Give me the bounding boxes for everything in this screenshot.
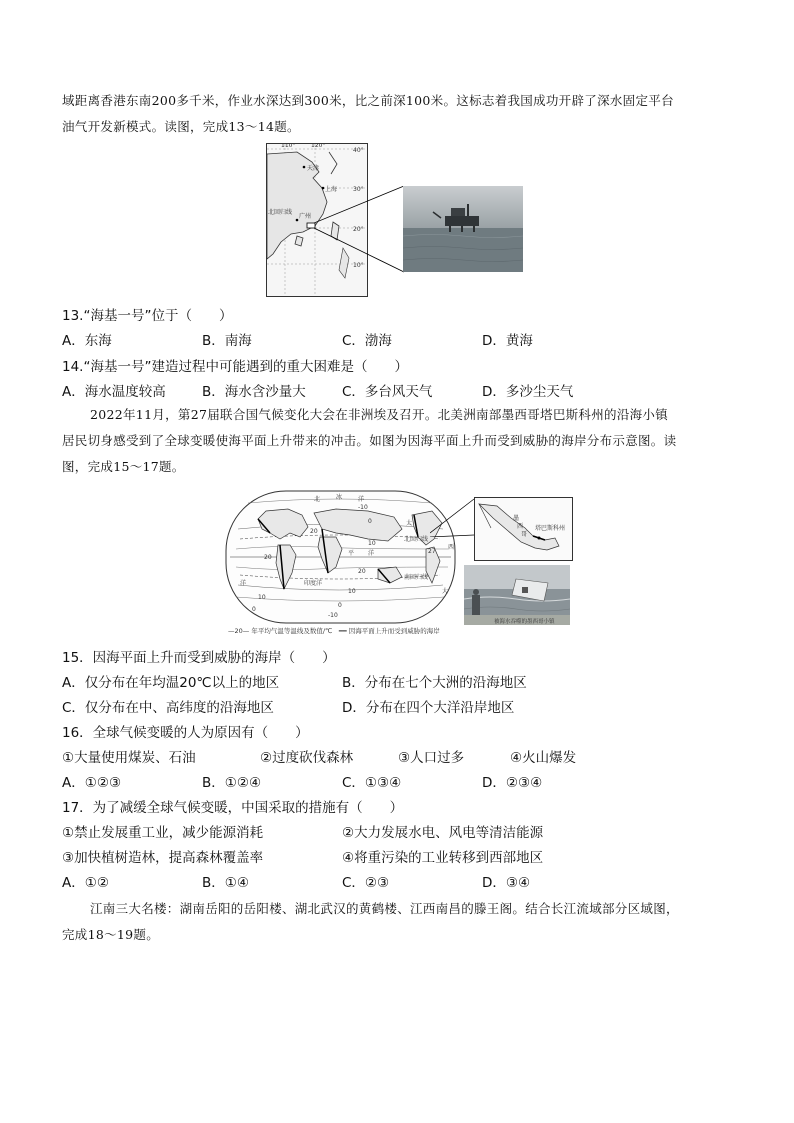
question-17-items-row-2 — [62, 848, 742, 868]
question-17-items-row-1 — [62, 823, 742, 843]
inset-label-tabasco: 塔巴斯科州 — [535, 525, 566, 532]
lat-20-label: 20° — [353, 226, 364, 233]
intro-1-line-1: 域距离香港东南200多千米，作业水深达到300米，比之前深100米。这标志着我国成功开辟了深水固定平台 — [62, 93, 674, 108]
q15-option-d[interactable]: D．分布在四个大洋沿岸地区 — [342, 700, 515, 716]
question-14-options — [62, 382, 742, 402]
zoom-connector — [314, 186, 406, 276]
inset-label-xi: 西 — [517, 523, 524, 530]
tropic-capricorn-label: 南回归线 — [404, 574, 429, 581]
q13-option-d[interactable]: D．黄海 — [482, 333, 533, 349]
tropic-cancer-label: 北回归线 — [404, 536, 429, 543]
intro-paragraph-1 — [62, 88, 742, 140]
flooded-town-photo — [464, 565, 570, 625]
intro-paragraph-3 — [62, 896, 742, 948]
q13-option-c[interactable]: C．渤海 — [342, 333, 392, 349]
isotherm-10-b: 10 — [348, 588, 356, 595]
isotherm-20-a: 20 — [310, 528, 318, 535]
q16-item-3: ③人口过多 — [398, 750, 465, 766]
q15-option-a[interactable]: A．仅分布在年均温20℃以上的地区 — [62, 675, 280, 691]
q16-option-a[interactable]: A．①②③ — [62, 775, 122, 791]
intro-2-line-2: 居民切身感受到了全球变暖使海平面上升带来的冲击。如图为因海平面上升而受到威胁的海岸分布示意图。读 — [62, 433, 677, 448]
q17-item-2: ②大力发展水电、风电等清洁能源 — [342, 825, 544, 841]
guangzhou-label: 广州 — [299, 213, 312, 220]
isotherm-20-c: 20 — [264, 554, 272, 561]
isotherm-0-a: 0 — [368, 518, 372, 525]
q17-option-a[interactable]: A．①② — [62, 875, 109, 891]
q14-option-a[interactable]: A．海水温度较高 — [62, 384, 166, 400]
intro-3-line-2: 完成18～19题。 — [62, 927, 160, 942]
lon-110-label: 110° — [281, 144, 296, 149]
intro-2-line-3: 图，完成15～17题。 — [62, 459, 185, 474]
mexico-inset-map — [474, 497, 573, 561]
isotherm-minus10-b: -10 — [328, 612, 338, 619]
isotherm-0-c: 0 — [252, 606, 256, 613]
isotherm-0-b: 0 — [338, 602, 342, 609]
intro-1-line-2: 油气开发新模式。读图，完成13～14题。 — [62, 119, 300, 134]
q14-option-c[interactable]: C．多台风天气 — [342, 384, 433, 400]
q17-option-c[interactable]: C．②③ — [342, 875, 390, 891]
q16-option-d[interactable]: D．②③④ — [482, 775, 543, 791]
intro-2-line-1: 2022年11月，第27届联合国气候变化大会在非洲埃及召开。北美洲南部墨西哥塔巴斯科州的沿海小镇 — [90, 407, 669, 422]
question-15-options-row-2 — [62, 698, 742, 718]
ocean-label-yang-3: 洋 — [240, 580, 247, 587]
world-map-figure — [218, 489, 463, 625]
q17-option-d[interactable]: D．③④ — [482, 875, 531, 891]
world-map — [218, 489, 463, 625]
q13-option-b[interactable]: B．南海 — [202, 333, 252, 349]
question-17-options — [62, 873, 742, 893]
question-14-stem: 14.“海基一号”建造过程中可能遇到的重大困难是（ ） — [62, 359, 408, 375]
lon-120-label: 120° — [311, 144, 326, 149]
q16-item-1: ①大量使用煤炭、石油 — [62, 750, 196, 766]
question-17-stem: 17．为了减缓全球气候变暖，中国采取的措施有（ ） — [62, 800, 404, 816]
inset-label-mo: 墨 — [513, 515, 520, 522]
oil-platform-photo — [403, 186, 523, 272]
question-13-stem: 13.“海基一号”位于（ ） — [62, 308, 233, 324]
lat-30-label: 30° — [353, 186, 364, 193]
intro-3-line-1: 江南三大名楼：湖南岳阳的岳阳楼、湖北武汉的黄鹤楼、江西南昌的滕王阁。结合长江流域部分区域图， — [90, 901, 679, 916]
isotherm-minus10-a: -10 — [358, 504, 368, 511]
q17-option-b[interactable]: B．①④ — [202, 875, 249, 891]
isotherm-10-a: 10 — [368, 540, 376, 547]
inset-label-ge: 哥 — [521, 531, 528, 538]
world-map-legend: —20— 年平均气温等温线及数值/℃ ━━ 因海平面上升而受到威胁的海岸 — [228, 627, 440, 635]
ocean-label-indian: 印度洋 — [304, 580, 323, 587]
q16-option-c[interactable]: C．①③④ — [342, 775, 402, 791]
isotherm-27: 27 — [428, 548, 436, 555]
q16-option-b[interactable]: B．①②④ — [202, 775, 262, 791]
ocean-label-ping: 平 — [348, 550, 355, 557]
ocean-label-yang-2: 洋 — [368, 550, 375, 557]
inset-connector — [430, 497, 476, 537]
question-16-options — [62, 773, 742, 793]
q15-option-c[interactable]: C．仅分布在中、高纬度的沿海地区 — [62, 700, 274, 716]
q13-option-a[interactable]: A．东海 — [62, 333, 112, 349]
ocean-label-da: 大 — [442, 588, 449, 595]
question-15-stem: 15．因海平面上升而受到威胁的海岸（ ） — [62, 650, 336, 666]
tianjin-label: 天津 — [307, 165, 320, 172]
intro-paragraph-2 — [62, 402, 742, 480]
shanghai-label: 上海 — [325, 186, 338, 193]
q14-option-b[interactable]: B．海水含沙量大 — [202, 384, 306, 400]
ocean-label-tai: 太 — [406, 520, 413, 527]
q17-item-4: ④将重污染的工业转移到西部地区 — [342, 850, 544, 866]
question-16-stem: 16．全球气候变暖的人为原因有（ ） — [62, 725, 309, 741]
ocean-label-bing: 冰 — [336, 494, 343, 501]
isotherm-20-b: 20 — [358, 568, 366, 575]
ocean-label-yang: 洋 — [358, 496, 365, 503]
q17-item-3: ③加快植树造林，提高森林覆盖率 — [62, 850, 264, 866]
ocean-label-xi: 西 — [448, 544, 455, 551]
q14-option-d[interactable]: D．多沙尘天气 — [482, 384, 574, 400]
q15-option-b[interactable]: B．分布在七个大洲的沿海地区 — [342, 675, 527, 691]
q16-item-4: ④火山爆发 — [510, 750, 577, 766]
lat-40-label: 40° — [353, 147, 364, 154]
lat-10-label: 10° — [353, 262, 364, 269]
q16-item-2: ②过度砍伐森林 — [260, 750, 354, 766]
question-16-items — [62, 748, 742, 768]
ocean-label-bei: 北 — [314, 496, 321, 503]
tropic-label: 北回归线 — [268, 209, 293, 216]
isotherm-10-c: 10 — [258, 594, 266, 601]
question-15-options-row-1 — [62, 673, 742, 693]
q17-item-1: ①禁止发展重工业，减少能源消耗 — [62, 825, 264, 841]
photo-caption: 被海水吞噬的墨西哥小镇 — [494, 619, 555, 625]
question-13-options — [62, 331, 742, 351]
